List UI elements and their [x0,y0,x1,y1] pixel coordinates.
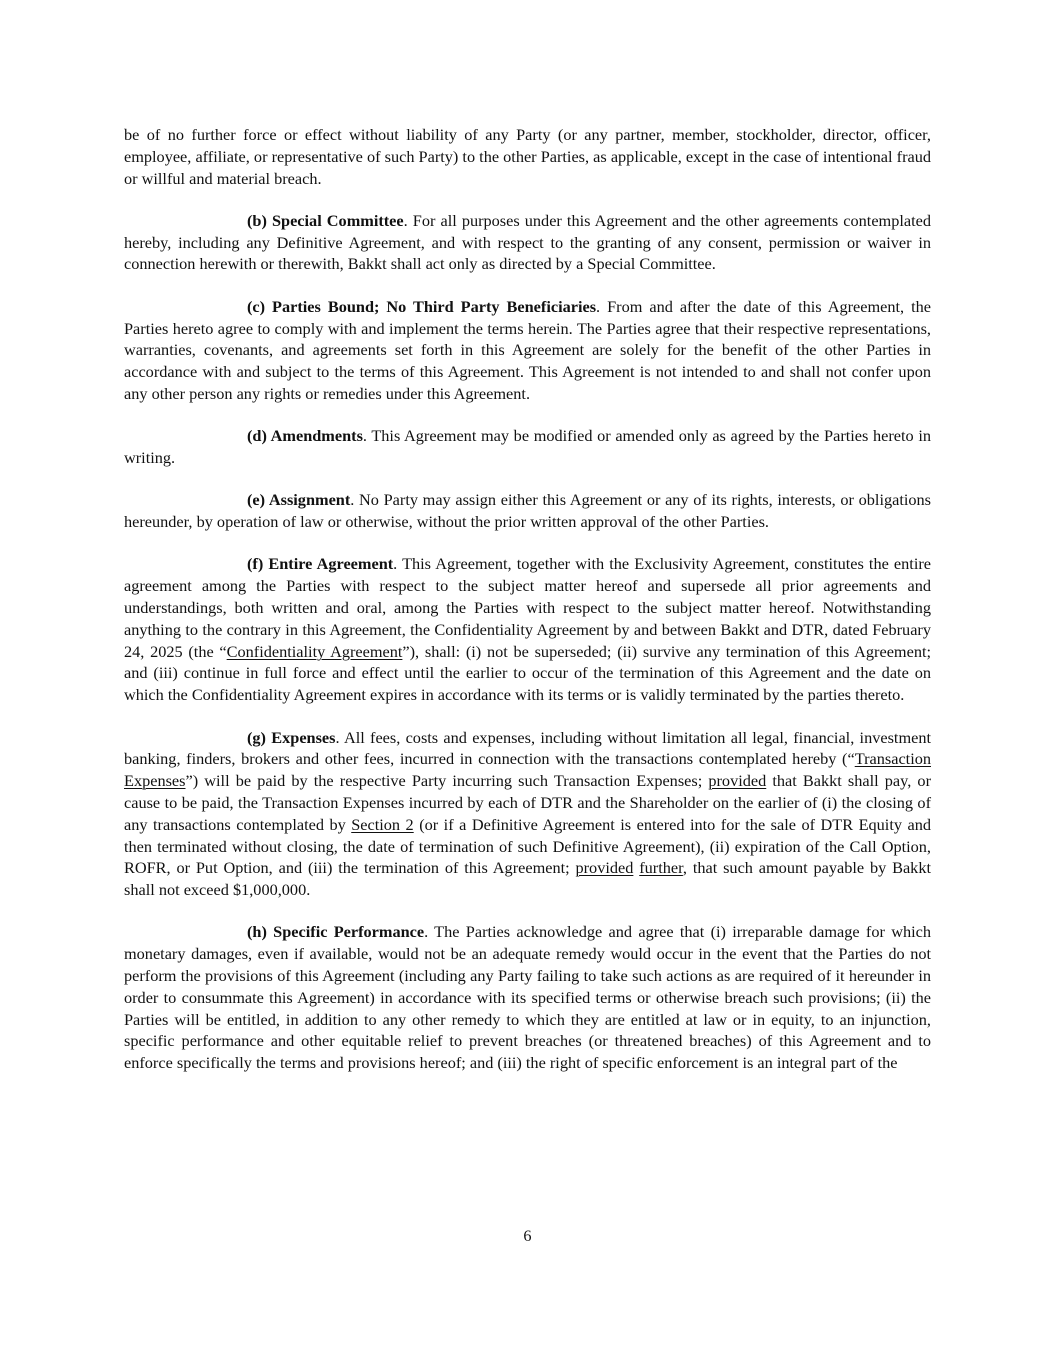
section-g-paragraph [124,727,931,901]
section-h-heading: (h) Specific Performance [247,922,425,942]
section-c-heading: (c) Parties Bound; No Third Party Beneficiaries [247,296,597,316]
section-c-text: . From and after the date of this Agreement, the Parties hereto agree to comply with and implement the terms herein. The Parties agree that their respective representations, warranties, covenants, and agreements set forth in this Agreement are solely for the benefit of the other Parties in accordance with and subject to the terms of this Agreement. This Agreement is not intended to and shall not confer upon any other person any rights or remedies under this Agreement. [124,296,931,403]
section-f-text-2: ”), shall: (i) not be superseded; (ii) survive any termination of this Agreement; and (iii) continue in full force and effect until the earlier to occur of the termination of this Agreement and the date on which the Confidentiality Agreement expires in accordance with its terms or is validly terminated by the parties thereto. [124,641,932,705]
defined-term-confidentiality-agreement: Confidentiality Agreement [226,641,403,661]
section-f-heading: (f) Entire Agreement [247,554,394,574]
section-d-text: . This Agreement may be modified or amended only as agreed by the Parties hereto in writing. [124,426,931,468]
section-h-paragraph [124,921,931,1074]
section-f-paragraph [124,553,931,706]
section-e-text: . No Party may assign either this Agreement or any of its rights, interests, or obligations hereunder, by operation of law or otherwise, without the prior written approval of the other Parties. [124,490,932,532]
section-g-text-1: . All fees, costs and expenses, including without limitation all legal, financial, investment banking, finders, brokers and other fees, incurred in connection with the transactions contemplated hereby (“ [124,727,931,769]
continuation-paragraph [124,124,931,189]
section-b-text: . For all purposes under this Agreement and the other agreements contemplated hereby, including any Definitive Agreement, and with respect to the granting of any consent, permission or waiver in connection herewith or therewith, Bakkt shall act only as directed by a Special Committee. [124,210,931,274]
section-g-text-2: ”) will be paid by the respective Party incurring such Transaction Expenses; [185,771,709,791]
page-number: 6 [523,1226,532,1245]
provided-term-2: provided [575,858,634,878]
further-term: further [639,858,683,878]
defined-term-transaction-expenses: Transaction Expenses [124,749,931,791]
section-d-paragraph [124,425,931,469]
section-b-heading: (b) Special Committee [247,210,404,230]
document-page [124,124,931,1094]
continuation-text: be of no further force or effect without liability of any Party (or any partner, member, stockholder, director, officer, employee, affiliate, or representative of such Party) to the other Parties, as applicable, except in the case of intentional fraud or willful and material breach. [124,125,931,188]
section-g-text-4: (or if a Definitive Agreement is entered into for the sale of DTR Equity and then terminated without closing, the date of termination of such Definitive Agreement), (ii) expiration of the Call Option, ROFR, or Put Option, and (iii) the termination of this Agreement; [124,814,931,878]
section-d-heading: (d) Amendments [247,426,363,446]
section-g-text-6: , that such amount payable by Bakkt shall not exceed $1,000,000. [124,858,931,900]
section-b-paragraph [124,210,931,275]
section-e-paragraph [124,489,931,533]
section-g-text-3: that Bakkt shall pay, or cause to be paid, the Transaction Expenses incurred by each of DTR and the Shareholder on the earlier of (i) the closing of any transactions contemplated by [124,771,931,834]
section-e-heading: (e) Assignment [247,490,351,510]
section-c-paragraph [124,296,931,405]
provided-term-1: provided [708,771,767,791]
section-2-reference: Section 2 [351,814,414,834]
section-h-text: . The Parties acknowledge and agree that (i) irreparable damage for which monetary damages, even if available, would not be an adequate remedy would occur in the event that the Parties do not perform the provisions of this Agreement (including any Party failing to take such actions as are required of it hereunder in order to consummate this Agreement) in accordance with its specified terms or otherwise breach such provisions; (ii) the Parties will be entitled, in addition to any other remedy to which they are entitled at law or in equity, to an injunction, specific performance and other equitable relief to prevent breaches (or threatened breaches) of this Agreement and to enforce specifically the terms and provisions hereof; and (iii) the right of specific enforcement is an integral part of the [124,922,931,1073]
section-f-text-1: . This Agreement, together with the Exclusivity Agreement, constitutes the entire agreement among the Parties with respect to the subject matter hereof and supersede all prior agreements and understandings, both written and oral, among the Parties with respect to the subject matter hereof. Notwithstanding anything to the contrary in this Agreement, the Confidentiality Agreement by and between Bakkt and DTR, dated February 24, 2025 (the “ [124,554,931,661]
section-g-heading: (g) Expenses [247,727,336,747]
